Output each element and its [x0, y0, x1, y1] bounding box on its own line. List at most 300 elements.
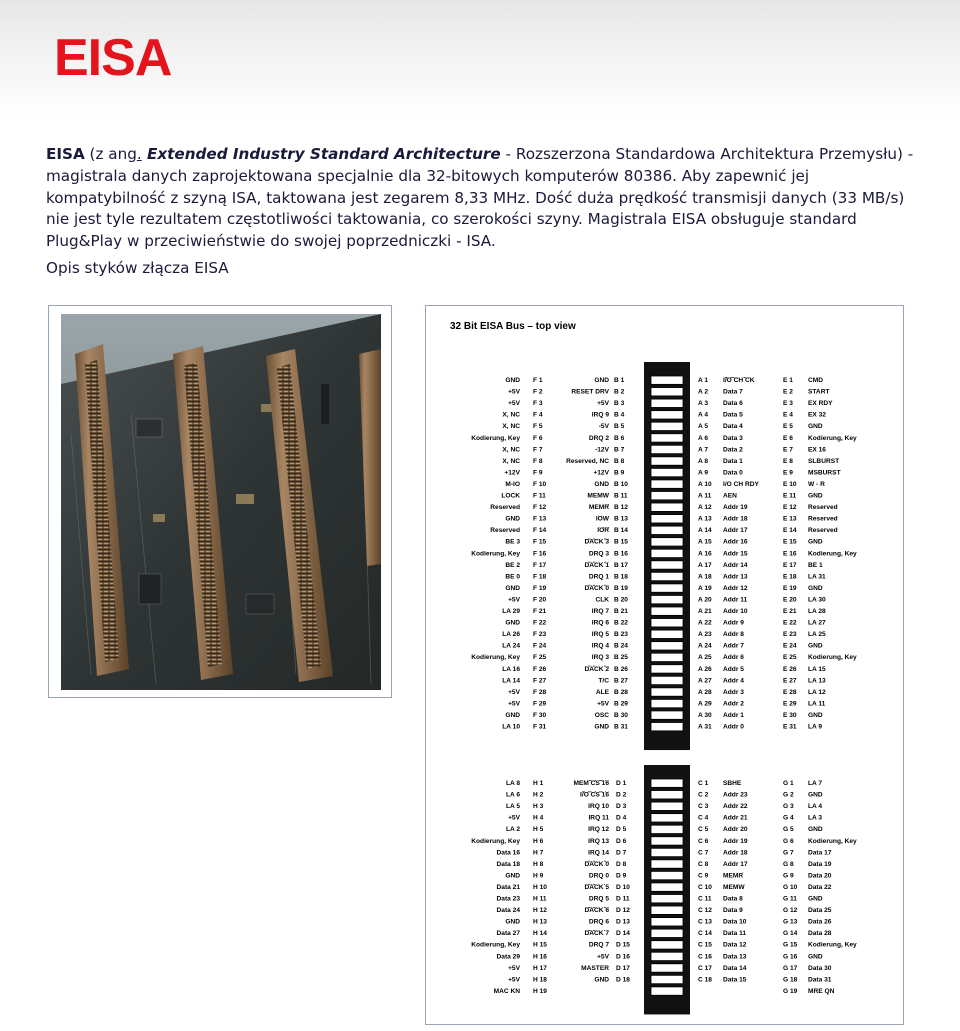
bottom-pinout-row-d-a: IRQ 13	[588, 837, 609, 845]
top-pinout-row-b-a: DACK 0	[584, 584, 609, 592]
top-pinout-row-e-a: E 1	[783, 377, 793, 384]
top-pinout-row-f-b: F 17	[533, 561, 547, 569]
bottom-pinout-row-h-b: H 2	[533, 791, 544, 799]
top-pinout-row-f-b: F 25	[533, 654, 547, 662]
bottom-pinout-row-h-a: Data 24	[496, 907, 520, 915]
bottom-pinout-row-g-b: Data 26	[808, 918, 832, 926]
top-pinout-row-e-a: E 21	[783, 608, 797, 615]
top-pinout-row-f-b: F 18	[533, 573, 547, 581]
connector-pin	[651, 871, 683, 879]
top-pinout-row-f-b: F 1	[533, 377, 543, 384]
top-pinout-row-e-b: LA 13	[808, 677, 826, 685]
top-pinout-row-b-b: B 7	[614, 446, 625, 454]
connector-pin	[651, 468, 683, 476]
top-pinout-row-b-b: B 13	[614, 515, 628, 523]
connector-pin	[651, 929, 683, 937]
top-pinout-row-b-b: B 2	[614, 388, 625, 396]
top-pinout-row-b-a: DACK 3	[584, 538, 609, 546]
bottom-pinout-row-c-b: Data 13	[723, 953, 747, 961]
top-pinout-row-f-a: Kodierung, Key	[471, 434, 520, 442]
top-pinout-row-a-b: Addr 19	[723, 504, 748, 512]
description-paragraph	[46, 144, 918, 253]
top-pinout-row-e-a: E 5	[783, 423, 793, 431]
bottom-pinout-row-d-b: D 11	[616, 895, 630, 903]
bottom-pinout-row-d-b: D 10	[616, 883, 630, 891]
top-pinout-row-a-b: Addr 5	[723, 665, 744, 673]
connector-pin	[651, 975, 683, 983]
bottom-pinout-row-h-b: H 9	[533, 872, 544, 880]
bottom-pinout-row-h-a: GND	[505, 872, 520, 880]
top-pinout-row-f-b: F 24	[533, 642, 547, 650]
bottom-pinout-row-c-a: C 8	[698, 860, 709, 868]
top-pinout-row-a-b: AEN	[723, 492, 737, 500]
top-pinout-row-a-b: Addr 16	[723, 538, 748, 546]
top-pinout-row-a-b: Addr 13	[723, 573, 748, 581]
top-pinout-row-a-a: A 26	[698, 665, 712, 673]
top-pinout-row-b-a: MEMW	[587, 492, 609, 500]
top-pinout-row-f-b: F 15	[533, 538, 547, 546]
bottom-pinout-row-h-b: H 1	[533, 780, 544, 787]
top-pinout-row-e-b: Reserved	[808, 504, 838, 512]
top-pinout-row-a-a: A 29	[698, 700, 712, 708]
top-pinout-row-f-a: +5V	[508, 400, 520, 408]
bottom-pinout-row-h-a: MAC KN	[493, 987, 520, 995]
top-pinout-row-f-a: Kodierung, Key	[471, 654, 520, 662]
bottom-pinout-row-d-a: DACK 5	[584, 883, 609, 891]
bottom-pinout-row-g-a: G 13	[783, 918, 798, 926]
connector-pin	[651, 457, 683, 465]
bottom-pinout-row-g-b: Kodierung, Key	[808, 941, 857, 949]
bottom-pinout-row-d-b: D 7	[616, 849, 627, 857]
bottom-pinout-row-h-a: Data 16	[496, 849, 520, 857]
top-pinout-row-e-a: E 22	[783, 619, 797, 627]
connector-pin	[651, 906, 683, 914]
top-pinout-row-a-a: A 25	[698, 654, 712, 662]
bottom-pinout-row-d-a: IRQ 12	[588, 826, 609, 834]
connector-pin	[651, 595, 683, 603]
bottom-pinout-row-g-a: G 8	[783, 860, 794, 868]
bottom-pinout-row-d-b: D 13	[616, 918, 630, 926]
top-pinout-row-a-b: Addr 11	[723, 596, 748, 604]
bottom-pinout-row-c-a: C 5	[698, 826, 709, 834]
top-pinout-row-a-a: A 16	[698, 550, 712, 558]
top-pinout-row-a-b: Addr 12	[723, 584, 748, 592]
top-pinout-row-e-b: GND	[808, 423, 823, 431]
top-pinout-row-b-b: B 1	[614, 377, 625, 384]
top-pinout-row-f-a: BE 2	[505, 561, 520, 569]
top-pinout-row-a-b: Addr 17	[723, 527, 748, 535]
top-pinout-row-e-a: E 13	[783, 515, 797, 523]
bottom-pinout-row-g-b: GND	[808, 895, 823, 903]
bottom-pinout-row-c-b: SBHE	[723, 780, 742, 787]
top-pinout-row-a-a: A 2	[698, 388, 709, 396]
bottom-pinout-row-c-a: C 17	[698, 964, 712, 972]
top-pinout-row-b-a: OSC	[594, 711, 609, 719]
bottom-pinout-row-c-b: Data 8	[723, 895, 743, 903]
bottom-pinout-row-g-b: Data 22	[808, 883, 832, 891]
bottom-pinout-row-d-a: DRQ 7	[588, 941, 609, 949]
top-pinout-row-e-b: EX 32	[808, 411, 826, 419]
top-pinout-row-e-a: E 2	[783, 388, 793, 396]
top-pinout-row-f-a: GND	[505, 711, 520, 719]
top-pinout-row-b-b: B 12	[614, 504, 628, 512]
top-pinout-row-e-b: Kodierung, Key	[808, 434, 857, 442]
bottom-pinout-row-d-a: MASTER	[581, 964, 609, 972]
top-pinout-row-a-b: Data 7	[723, 388, 743, 396]
top-pinout-row-f-b: F 12	[533, 504, 547, 512]
top-pinout-row-f-a: +5V	[508, 688, 520, 696]
top-pinout-row-e-a: E 26	[783, 665, 797, 673]
top-pinout-row-b-b: B 28	[614, 688, 628, 696]
top-pinout-row-e-a: E 11	[783, 492, 797, 500]
bottom-pinout-row-d-a: IRQ 10	[588, 803, 609, 811]
top-pinout-row-a-b: I/O CH RDY	[723, 480, 759, 488]
bottom-pinout-row-h-a: Data 21	[496, 883, 520, 891]
top-pinout-row-e-a: E 24	[783, 642, 797, 650]
top-pinout-row-b-b: B 4	[614, 411, 625, 419]
top-pinout-row-a-a: A 9	[698, 469, 709, 477]
top-pinout-row-b-a: CLK	[595, 596, 609, 604]
top-pinout-row-f-a: LOCK	[501, 492, 520, 500]
top-pinout-row-b-b: B 27	[614, 677, 628, 685]
top-pinout-row-e-b: GND	[808, 584, 823, 592]
top-pinout-row-b-a: IOW	[595, 515, 609, 523]
bottom-pinout-row-d-b: D 2	[616, 791, 627, 799]
top-pinout-row-f-a: Reserved	[490, 527, 520, 535]
bottom-pinout-row-h-a: +5V	[508, 964, 520, 972]
pinout-caption: Opis styków złącza EISA	[46, 258, 229, 277]
bottom-pinout-row-h-a: LA 5	[505, 803, 520, 811]
connector-pin	[651, 964, 683, 972]
top-pinout-row-e-a: E 19	[783, 584, 797, 592]
bottom-pinout-row-g-a: G 5	[783, 826, 794, 834]
bottom-pinout-row-c-b: Data 12	[723, 941, 747, 949]
top-pinout-row-a-b: Addr 2	[723, 700, 744, 708]
top-pinout-row-b-b: B 18	[614, 573, 628, 581]
bottom-pinout-row-h-b: H 13	[533, 918, 547, 926]
bottom-pinout-row-h-a: Data 23	[496, 895, 520, 903]
top-pinout-row-b-a: IRQ 9	[591, 411, 609, 419]
top-pinout-row-f-b: F 13	[533, 515, 547, 523]
bottom-pinout-row-g-a: G 9	[783, 872, 794, 880]
top-pinout-row-e-a: E 15	[783, 538, 797, 546]
connector-pin	[651, 399, 683, 407]
top-pinout-row-e-b: CMD	[808, 377, 824, 384]
top-pinout-row-f-b: F 9	[533, 469, 543, 477]
top-pinout-row-a-b: Addr 9	[723, 619, 744, 627]
bottom-pinout-row-h-b: H 15	[533, 941, 547, 949]
connector-pin	[651, 987, 683, 995]
bottom-pinout-row-h-a: Data 18	[496, 860, 520, 868]
bottom-pinout-row-g-a: G 10	[783, 883, 798, 891]
bottom-pinout-row-c-a: C 7	[698, 849, 709, 857]
bottom-pinout-row-d-b: D 12	[616, 907, 630, 915]
bottom-pinout-row-c-b: Addr 17	[723, 860, 748, 868]
bottom-pinout-row-h-a: LA 8	[505, 780, 520, 787]
top-pinout-row-e-a: E 14	[783, 527, 797, 535]
connector-pin	[651, 814, 683, 822]
bottom-pinout-row-g-a: G 11	[783, 895, 797, 903]
top-pinout-row-b-b: B 11	[614, 492, 628, 500]
bottom-pinout-row-g-b: Data 17	[808, 849, 832, 857]
top-pinout-row-f-b: F 2	[533, 388, 543, 396]
top-pinout-row-e-b: MSBURST	[808, 469, 841, 477]
top-pinout-row-a-a: A 27	[698, 677, 712, 685]
top-pinout-row-e-b: START	[808, 388, 830, 396]
top-pinout-row-e-a: E 29	[783, 700, 797, 708]
english-name: Extended Industry Standard Architecture	[141, 145, 501, 163]
connector-pin	[651, 941, 683, 949]
top-pinout-row-e-b: GND	[808, 711, 823, 719]
top-pinout-row-b-a: DRQ 1	[588, 573, 609, 581]
connector-pin	[651, 918, 683, 926]
top-pinout-row-a-a: A 10	[698, 480, 712, 488]
top-pinout-row-a-a: A 12	[698, 504, 712, 512]
top-pinout-row-e-b: Kodierung, Key	[808, 550, 857, 558]
top-pinout-row-e-a: E 20	[783, 596, 797, 604]
top-pinout-row-e-a: E 4	[783, 411, 793, 419]
top-pinout-row-f-a: X, NC	[502, 446, 520, 454]
top-pinout-row-a-a: A 17	[698, 561, 712, 569]
top-pinout-row-f-a: +5V	[508, 596, 520, 604]
top-pinout-row-b-b: B 10	[614, 480, 628, 488]
bottom-pinout-row-h-b: H 7	[533, 849, 544, 857]
top-pinout-row-f-b: F 31	[533, 723, 547, 731]
bottom-pinout-row-d-a: IRQ 14	[588, 849, 609, 857]
top-pinout-row-e-b: Reserved	[808, 515, 838, 523]
top-pinout-row-e-a: E 27	[783, 677, 797, 685]
bottom-pinout-row-g-a: G 7	[783, 849, 794, 857]
bottom-pinout-row-h-b: H 17	[533, 964, 547, 972]
bottom-pinout-row-g-a: G 19	[783, 987, 798, 995]
top-pinout-row-f-a: GND	[505, 377, 520, 384]
bottom-pinout-row-c-a: C 1	[698, 780, 709, 787]
top-pinout-row-a-b: I/O CH CK	[723, 377, 755, 384]
bottom-pinout-row-c-b: Data 10	[723, 918, 747, 926]
top-pinout-row-b-b: B 23	[614, 631, 628, 639]
bottom-pinout-row-h-b: H 16	[533, 953, 547, 961]
connector-pin	[651, 538, 683, 546]
connector-pin	[651, 572, 683, 580]
top-pinout-row-a-b: Addr 8	[723, 631, 744, 639]
top-pinout-row-a-a: A 30	[698, 711, 712, 719]
connector-pin	[651, 515, 683, 523]
bottom-pinout-row-g-b: GND	[808, 953, 823, 961]
top-pinout-row-e-a: E 6	[783, 434, 793, 442]
bottom-pinout-row-h-a: GND	[505, 918, 520, 926]
top-pinout-row-a-b: Data 5	[723, 411, 743, 419]
top-pinout-row-a-b: Addr 14	[723, 561, 748, 569]
top-pinout-row-b-a: +12V	[593, 469, 609, 477]
top-pinout-row-a-b: Addr 4	[723, 677, 744, 685]
top-pinout-row-b-a: RESET DRV	[571, 388, 609, 396]
connector-pin	[651, 883, 683, 891]
connector-pin	[651, 480, 683, 488]
top-pinout-row-b-a: DACK 2	[584, 665, 609, 673]
top-pinout-row-e-a: E 18	[783, 573, 797, 581]
connector-pin	[651, 445, 683, 453]
top-pinout-row-e-b: LA 31	[808, 573, 826, 581]
bottom-pinout-row-c-b: Addr 19	[723, 837, 748, 845]
bottom-pinout-row-c-a: C 4	[698, 814, 709, 822]
top-pinout-row-e-a: E 10	[783, 480, 797, 488]
top-pinout-row-b-b: B 31	[614, 723, 628, 731]
bottom-pinout-row-d-a: DRQ 6	[588, 918, 609, 926]
top-pinout-row-e-a: E 8	[783, 457, 793, 465]
top-pinout-row-b-b: B 30	[614, 711, 628, 719]
top-pinout-row-a-b: Data 4	[723, 423, 743, 431]
bottom-pinout-row-g-a: G 4	[783, 814, 794, 822]
bottom-pinout-row-g-b: Data 31	[808, 976, 832, 984]
top-pinout-row-b-b: B 22	[614, 619, 628, 627]
top-pinout-row-a-b: Addr 7	[723, 642, 744, 650]
connector-pin	[651, 642, 683, 650]
top-pinout-row-a-b: Addr 3	[723, 688, 744, 696]
bottom-pinout-row-c-b: Addr 22	[723, 803, 748, 811]
bottom-pinout-row-c-b: Data 15	[723, 976, 747, 984]
bottom-pinout-row-d-b: D 17	[616, 964, 630, 972]
pinout-diagram	[426, 306, 904, 1025]
bottom-pinout-row-d-a: DRQ 0	[588, 872, 609, 880]
connector-pin	[651, 791, 683, 799]
top-pinout-row-f-b: F 5	[533, 423, 543, 431]
connector-pin	[651, 895, 683, 903]
description-text: - Rozszerzona Standardowa Architektura Przemysłu) - magistrala danych zaprojektowana specjalnie dla 32-bitowych komputerów 80386. Aby zapewnić jej kompatybilność z szyną ISA, taktowana jest zegarem 8,33 MHz. Dość duża prędkość transmisji danych (33 MB/s) nie jest tyle rezultatem częstotliwości taktowania, co szerokości szyny. Magistrala EISA obsługuje standard Plug&Play w przeciwieństwie do swojej poprzedniczki - ISA.	[46, 145, 914, 251]
bottom-pinout-row-c-b: Data 14	[723, 964, 747, 972]
bottom-pinout-row-c-a: C 9	[698, 872, 709, 880]
bottom-pinout-row-h-a: Kodierung, Key	[471, 941, 520, 949]
bottom-pinout-row-c-b: Addr 21	[723, 814, 748, 822]
top-pinout-row-b-b: B 15	[614, 538, 628, 546]
bottom-pinout-row-h-a: +5V	[508, 976, 520, 984]
bottom-pinout-row-d-b: D 5	[616, 826, 627, 834]
top-pinout-row-b-a: IRQ 3	[591, 654, 609, 662]
connector-pin	[651, 526, 683, 534]
bottom-pinout-row-c-a: C 16	[698, 953, 712, 961]
top-pinout-row-a-a: A 23	[698, 631, 712, 639]
bottom-pinout-row-h-a: Data 29	[496, 953, 520, 961]
bottom-pinout-row-d-b: D 9	[616, 872, 627, 880]
top-pinout-row-f-a: LA 24	[502, 642, 520, 650]
top-pinout-row-f-a: +5V	[508, 700, 520, 708]
top-pinout-row-b-b: B 19	[614, 584, 628, 592]
top-pinout-row-e-a: E 7	[783, 446, 793, 454]
top-pinout-row-b-b: B 5	[614, 423, 625, 431]
top-pinout-row-b-b: B 21	[614, 608, 628, 615]
top-pinout-row-f-b: F 22	[533, 619, 547, 627]
connector-pin	[651, 630, 683, 638]
connector-pin	[651, 723, 683, 731]
top-pinout-row-b-a: -12V	[595, 446, 609, 454]
top-pinout-row-a-b: Addr 18	[723, 515, 748, 523]
connector-pin	[651, 492, 683, 500]
top-pinout-row-a-a: A 19	[698, 584, 712, 592]
bottom-pinout-row-g-a: G 2	[783, 791, 794, 799]
bottom-pinout-row-d-a: DRQ 5	[588, 895, 609, 903]
top-pinout-row-b-a: MEMR	[588, 504, 609, 512]
top-pinout-row-b-a: DRQ 3	[588, 550, 609, 558]
top-pinout-row-e-b: BE 1	[808, 561, 823, 569]
top-pinout-row-e-a: E 28	[783, 688, 797, 696]
top-pinout-row-a-a: A 1	[698, 377, 709, 384]
connector-pin	[651, 388, 683, 396]
bottom-pinout-row-c-b: MEMR	[723, 872, 744, 880]
top-pinout-row-f-b: F 21	[533, 608, 547, 615]
connector-pin	[651, 665, 683, 673]
bottom-pinout-row-c-a: C 12	[698, 907, 712, 915]
bottom-pinout-row-g-a: G 17	[783, 964, 798, 972]
connector-pin	[651, 837, 683, 845]
top-pinout-row-f-a: LA 26	[502, 631, 520, 639]
top-pinout-row-e-b: LA 11	[808, 700, 826, 708]
top-pinout-row-b-a: IRQ 4	[591, 642, 609, 650]
bottom-pinout-row-g-a: G 14	[783, 930, 798, 938]
bottom-pinout-row-g-b: Data 20	[808, 872, 832, 880]
top-pinout-row-b-b: B 8	[614, 457, 625, 465]
bottom-pinout-row-c-b: Addr 18	[723, 849, 748, 857]
connector-pin	[651, 561, 683, 569]
bottom-pinout-row-h-a: Data 27	[496, 930, 520, 938]
bottom-pinout-row-d-b: D 3	[616, 803, 627, 811]
top-pinout-row-e-a: E 25	[783, 654, 797, 662]
abbrev-dot: .	[136, 145, 142, 163]
bottom-pinout-row-h-b: H 5	[533, 826, 544, 834]
bottom-pinout-row-d-b: D 4	[616, 814, 627, 822]
top-pinout-row-a-a: A 28	[698, 688, 712, 696]
bottom-pinout-row-h-a: LA 6	[505, 791, 520, 799]
top-pinout-row-a-a: A 15	[698, 538, 712, 546]
top-pinout-row-e-b: LA 12	[808, 688, 826, 696]
top-pinout-row-f-b: F 3	[533, 400, 543, 408]
top-pinout-row-f-b: F 4	[533, 411, 543, 419]
bottom-pinout-row-g-b: GND	[808, 826, 823, 834]
top-pinout-row-e-b: GND	[808, 492, 823, 500]
bottom-pinout-row-d-b: D 15	[616, 941, 630, 949]
top-pinout-row-f-a: GND	[505, 584, 520, 592]
bottom-pinout-row-c-a: C 3	[698, 803, 709, 811]
top-pinout-row-b-a: DACK 1	[584, 561, 609, 569]
bottom-pinout-row-g-a: G 3	[783, 803, 794, 811]
top-pinout-row-e-a: E 12	[783, 504, 797, 512]
bottom-pinout-row-g-a: G 1	[783, 780, 794, 787]
bottom-pinout-row-g-a: G 18	[783, 976, 798, 984]
top-pinout-row-b-a: DRQ 2	[588, 434, 609, 442]
bottom-pinout-row-g-b: GND	[808, 791, 823, 799]
connector-pin	[651, 802, 683, 810]
connector-pin	[651, 711, 683, 719]
top-pinout-row-b-a: -5V	[598, 423, 609, 431]
top-pinout-row-e-b: LA 9	[808, 723, 823, 731]
top-pinout-row-f-a: BE 3	[505, 538, 520, 546]
top-pinout-row-f-a: BE 0	[505, 573, 520, 581]
top-pinout-row-f-b: F 16	[533, 550, 547, 558]
top-pinout-row-a-b: Addr 0	[723, 723, 744, 731]
bottom-pinout-row-d-a: DACK 0	[584, 860, 609, 868]
top-pinout-row-b-b: B 26	[614, 665, 628, 673]
bottom-pinout-row-c-a: C 13	[698, 918, 712, 926]
top-pinout-row-b-b: B 3	[614, 400, 625, 408]
top-pinout-row-e-a: E 31	[783, 723, 797, 731]
connector-pin	[651, 860, 683, 868]
connector-pin	[651, 422, 683, 430]
bottom-pinout-row-g-b: LA 4	[808, 803, 823, 811]
connector-pin	[651, 952, 683, 960]
bottom-pinout-row-d-a: I/O CS 16	[580, 791, 609, 799]
top-pinout-row-a-b: Data 3	[723, 434, 743, 442]
top-pinout-row-f-a: GND	[505, 515, 520, 523]
top-pinout-row-e-b: LA 25	[808, 631, 826, 639]
connector-pin	[651, 434, 683, 442]
